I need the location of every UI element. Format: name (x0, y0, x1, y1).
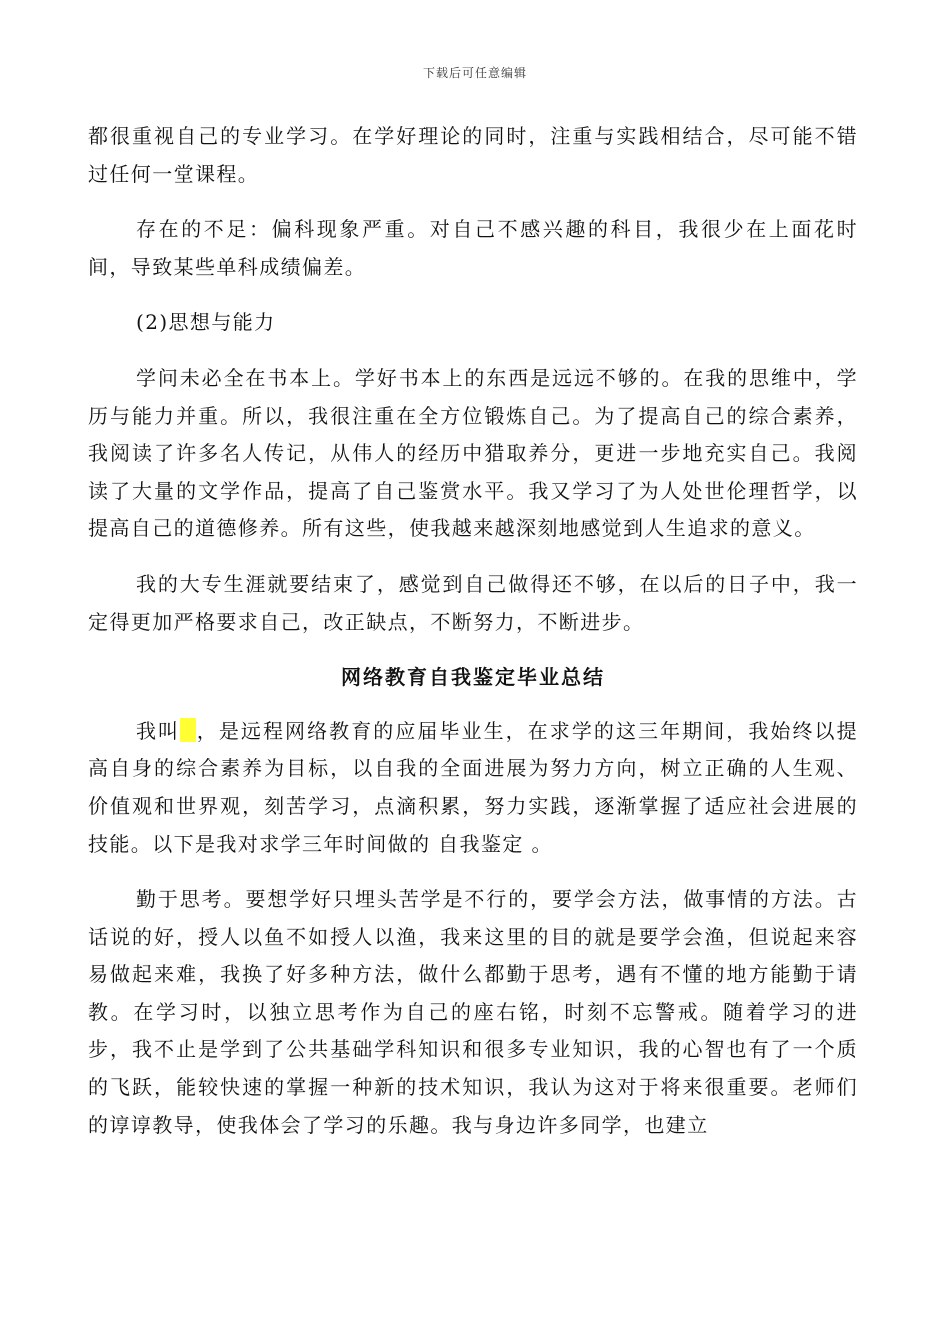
paragraph-introduction (88, 713, 858, 863)
paragraph-diligent-thinking: 勤于思考。要想学好只埋头苦学是不行的，要学会方法，做事情的方法。古话说的好，授人以鱼不如授人以渔，我来这里的目的就是要学会渔，但说起来容易做起来难，我换了好多种方法，做什么都勤于思考，遇有不懂的地方能勤于请教。在学习时，以独立思考作为自己的座右铭，时刻不忘警戒。随着学习的进步，我不止是学到了公共基础学科知识和很多专业知识，我的心智也有了一个质的飞跃，能较快速的掌握一种新的技术知识，我认为这对于将来很重要。老师们的谆谆教导，使我体会了学习的乐趣。我与身边许多同学，也建立 (88, 887, 858, 1137)
name-highlight-placeholder (180, 718, 196, 742)
paragraph-study-focus: 都很重视自己的专业学习。在学好理论的同时，注重与实践相结合，尽可能不错过任何一堂课程。 (88, 124, 858, 186)
section-title: 网络教育自我鉴定毕业总结 (341, 665, 605, 690)
document-body (88, 118, 858, 1162)
page-header-note: 下载后可任意编辑 (422, 66, 527, 80)
intro-rest-text: ，是远程网络教育的应届毕业生，在求学的这三年期间，我始终以提高自身的综合素养为目标，以自我的全面进展为努力方向，树立正确的人生观、价值观和世界观，刻苦学习，点滴积累，努力实践，逐渐掌握了适应社会进展的技能。以下是我对求学三年时间做的 自我鉴定 。 (88, 718, 858, 856)
intro-start-text: 我叫 (136, 718, 181, 743)
subheading-thought-ability: (2)思想与能力 (136, 310, 276, 335)
paragraph-knowledge-ability: 学问未必全在书本上。学好书本上的东西是远远不够的。在我的思维中，学历与能力并重。所以，我很注重在全方位锻炼自己。为了提高自己的综合素养，我阅读了许多名人传记，从伟人的经历中猎取养分，更进一步地充实自己。我阅读了大量的文学作品，提高了自己鉴赏水平。我又学习了为人处世伦理哲学，以提高自己的道德修养。所有这些，使我越来越深刻地感觉到人生追求的意义。 (88, 365, 858, 541)
paragraph-shortcomings: 存在的不足：偏科现象严重。对自己不感兴趣的科目，我很少在上面花时间，导致某些单科成绩偏差。 (88, 217, 858, 279)
paragraph-conclusion: 我的大专生涯就要结束了，感觉到自己做得还不够，在以后的日子中，我一定得更加严格要求自己，改正缺点，不断努力，不断进步。 (88, 571, 858, 634)
